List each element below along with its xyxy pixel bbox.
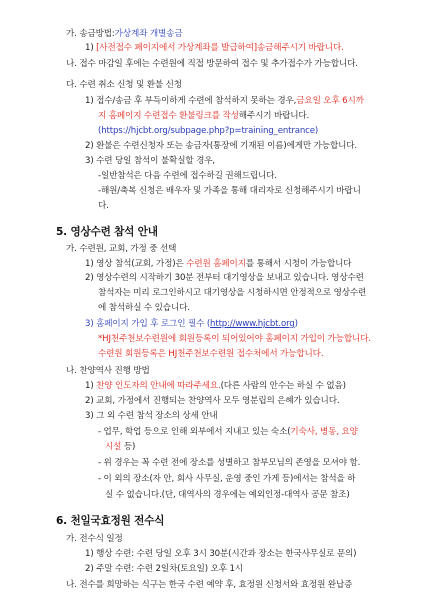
praise-line-6: - 위 경우는 꼭 수련 전에 장소를 성별하고 참부모님의 존영을 모셔야 함. xyxy=(98,458,361,468)
praise-line-4: - 업무, 학업 등으로 인해 외부에서 지내고 있는 숙소(기숙사, 병동, 요양 xyxy=(98,427,358,437)
praise-line-1: 1) 찬양 인도자의 안내에 따라주세요.(다른 사람의 안수는 하실 수 없음) xyxy=(85,381,346,391)
praise-heading: 나. 찬양역사 진행 방법 xyxy=(66,366,150,376)
praise-line-3: 3) 그 외 수련 참석 장소의 상세 안내 xyxy=(85,411,218,421)
payment-method-label: 가. 송금방법: xyxy=(66,29,115,39)
video-line-3: 참석자는 미리 로그인하시고 대기영상을 시청하시면 안정적으로 영상수련 xyxy=(98,288,367,298)
video-line-1: 1) 영상 참석(교회, 가정)은 수련원 홈페이지를 통해서 시청이 가능합니다 xyxy=(85,259,352,269)
praise-line-5: 시설 등) xyxy=(105,442,136,452)
refund-line-7: 다. xyxy=(98,201,109,211)
refund-line-1: 1) 접수/송금 후 부득이하게 수련에 참석하지 못하는 경우,금요일 오후 6시까 xyxy=(85,96,364,106)
hjcbt-homepage-link[interactable]: http://www.hjcbt.org xyxy=(210,319,295,329)
refund-line-2: 지 홈페이지 수련접수 환불링크를 작성해주시기 바랍니다. xyxy=(98,111,310,121)
ceremony-schedule-heading: 가. 전수식 일정 xyxy=(66,534,123,544)
membership-note-2: 수련원 회원등록은 HJ천주천보수련원 접수처에서 가능합니다. xyxy=(98,349,324,359)
refund-line-4: 3) 수련 당일 참석이 불확실할 경우, xyxy=(85,156,215,166)
refund-heading: 다. 수련 취소 신청 및 환불 신청 xyxy=(66,80,182,90)
homepage-mention: 수련원 홈페이지 xyxy=(186,259,246,269)
video-line-2: 2) 영상수련의 시작하기 30분 전부터 대기영상을 보내고 있습니다. 영상수련 xyxy=(85,273,364,283)
membership-note-1: *HJ천주천보수련원에 회원등록이 되어있어야 홈페이지 가입이 가능합니다. xyxy=(98,334,371,344)
virtual-account-note: [사전접수 페이지에서 가상계좌를 발급하여] xyxy=(96,43,257,53)
ceremony-line-3: 나. 전수를 희망하는 식구는 한국 수련 예약 후, 효정원 신청서와 효정원 완납증 xyxy=(66,580,353,590)
section-6-heading: 6. 천일국효정원 전수식 xyxy=(56,515,165,527)
praise-line-2: 2) 교회, 가정에서 진행되는 찬양역사 모두 영분립의 은혜가 있습니다. xyxy=(85,396,340,406)
video-line-5: 3) 홈페이지 가입 후 로그인 필수 (http://www.hjcbt.org) xyxy=(85,319,298,329)
refund-url-link[interactable]: (https://hjcbt.org/subpage.php?p=training_entrance) xyxy=(98,126,319,136)
praise-line-7: - 이 외의 장소(자 안, 회사 사무실, 운영 중인 가게 등)에서는 참석을 하 xyxy=(98,474,356,484)
section-5-heading: 5. 영상수련 참석 안내 xyxy=(56,226,158,238)
refund-line-3: 2) 환불은 수련신청자 또는 송금자(통장에 기재된 이름)에게만 가능합니다. xyxy=(85,141,357,151)
refund-line-6: -해원/축복 신청은 배우자 및 가족을 통해 대리자로 신청해주시기 바랍니 xyxy=(98,186,361,196)
refund-deadline: 금요일 오후 6시까 xyxy=(296,96,364,106)
praise-line-8: 실 수 없습니다.(단, 대역사의 경우에는 예외인정-대역사 공문 참조) xyxy=(105,490,350,500)
refund-line-5: -일반참석은 다음 수련에 접수하길 권해드립니다. xyxy=(98,171,277,181)
payment-method-line xyxy=(66,29,182,40)
deadline-note: 나. 접수 마감일 후에는 수련원에 직접 방문하여 접수 및 추가접수가 가능합니다. xyxy=(66,59,358,69)
video-line-4: 에 참석하실 수 있습니다. xyxy=(98,303,190,313)
ceremony-line-1: 1) 행상 수련: 수련 당일 오후 3시 30분(시간과 장소는 한국사무실로 문의) xyxy=(85,549,357,559)
payment-method-value: 가상계좌 개별송금 xyxy=(114,29,183,39)
praise-leader-note: 찬양 인도자의 안내에 따라주세요. xyxy=(96,381,221,391)
video-location-choice: 가. 수련원, 교회, 가정 중 선택 xyxy=(66,244,177,254)
payment-instruction-line: 1) [사전접수 페이지에서 가상계좌를 발급하여]송금해주시기 바랍니다. xyxy=(85,43,344,53)
ceremony-line-2: 2) 주말 수련: 수련 2일차(토요일) 오후 1시 xyxy=(85,564,243,574)
